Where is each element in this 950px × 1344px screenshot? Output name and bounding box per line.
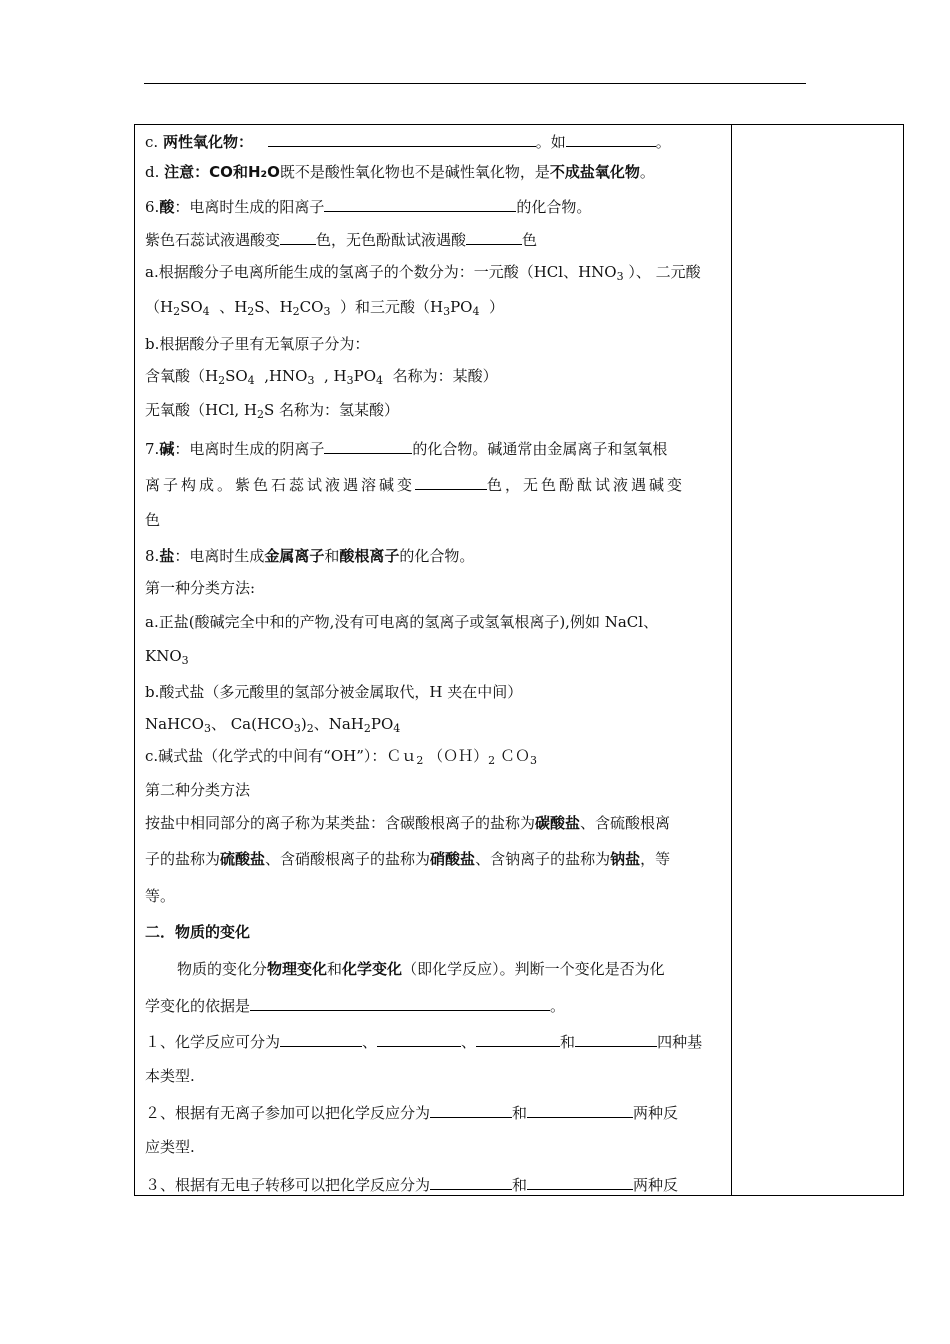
fill-blank[interactable] bbox=[430, 1173, 512, 1190]
subscript: 4 bbox=[202, 305, 210, 318]
text: 既不是酸性氧化物也不是碱性氧化物，是 bbox=[279, 163, 550, 181]
salt-method1 bbox=[145, 578, 255, 598]
text: ) bbox=[300, 715, 307, 733]
subscript: 4 bbox=[247, 374, 255, 387]
text: S 名称为：氢某酸） bbox=[263, 401, 400, 419]
basic-salt-line bbox=[145, 746, 537, 766]
term-carbonate: 碳酸盐 bbox=[535, 814, 581, 832]
text: PO bbox=[450, 298, 473, 316]
subscript: 4 bbox=[393, 722, 401, 735]
text: 的化合物。 bbox=[516, 198, 592, 216]
text: （即化学反应）。判断一个变化是否为化 bbox=[402, 960, 665, 978]
fill-blank[interactable] bbox=[280, 1030, 362, 1047]
text: ：电离时生成 bbox=[174, 547, 265, 565]
text: 。 bbox=[550, 997, 566, 1015]
subscript: 2 bbox=[488, 754, 496, 767]
non-oxyacid-line bbox=[145, 400, 399, 420]
text: 和 bbox=[512, 1176, 528, 1194]
subscript: 3 bbox=[293, 722, 301, 735]
item-number: 8. bbox=[145, 547, 160, 565]
subscript: 3 bbox=[203, 722, 211, 735]
subscript: 2 bbox=[256, 408, 264, 421]
text: 按盐中相同部分的离子称为某类盐：含碳酸根离子的盐称为 bbox=[145, 814, 536, 832]
item-number: 7. bbox=[145, 440, 160, 458]
text: c.碱式盐（化学式的中间有“OH”）：Ｃｕ bbox=[145, 747, 417, 765]
text: 。如 bbox=[535, 133, 566, 151]
item-c bbox=[145, 130, 671, 152]
acid-definition bbox=[145, 195, 591, 217]
question-2-cont bbox=[145, 1137, 195, 1157]
text: 和 bbox=[324, 547, 340, 565]
text: （H bbox=[145, 298, 174, 316]
text: 第二种分类方法 bbox=[145, 781, 251, 799]
text: a.正盐(酸碱完全中和的产物,没有可电离的氢离子或氢氧根离子),例如 NaCl、 bbox=[145, 613, 659, 631]
text: 和 bbox=[512, 1104, 528, 1122]
text: 色，无色酚酞试液遇碱变 bbox=[487, 476, 686, 494]
term-salt: 盐 bbox=[159, 547, 175, 565]
acid-indicator bbox=[145, 228, 537, 250]
section2-para2 bbox=[145, 994, 565, 1016]
base-definition bbox=[145, 437, 667, 459]
fill-blank[interactable] bbox=[566, 130, 656, 147]
question-1 bbox=[145, 1030, 702, 1052]
item-label: d. bbox=[145, 163, 160, 181]
subscript: 3 bbox=[529, 754, 537, 767]
question-3 bbox=[145, 1173, 678, 1195]
text: 色 bbox=[145, 511, 161, 529]
text: 、 bbox=[461, 1033, 477, 1051]
text: 。 bbox=[639, 163, 655, 181]
section2-para1 bbox=[177, 959, 665, 979]
formula-co: CO bbox=[209, 163, 233, 181]
text: b.酸式盐（多元酸里的氢部分被金属取代，H 夹在中间） bbox=[145, 683, 523, 701]
column-divider bbox=[731, 124, 732, 1196]
term-base: 碱 bbox=[159, 440, 175, 458]
text: ）、 二元酸 bbox=[623, 263, 701, 281]
text: 等。 bbox=[145, 887, 176, 905]
term-acid-radical-ion: 酸根离子 bbox=[339, 547, 400, 565]
text: ：电离时生成的阴离子 bbox=[174, 440, 325, 458]
fill-blank[interactable] bbox=[466, 228, 522, 245]
term-sodium-salt: 钠盐 bbox=[610, 850, 641, 868]
text: ＣＯ bbox=[495, 747, 530, 765]
text: PO bbox=[353, 367, 377, 385]
text: 、H bbox=[209, 298, 248, 316]
text: ） bbox=[479, 298, 504, 316]
subscript: 4 bbox=[376, 374, 384, 387]
base-indicator-end bbox=[145, 510, 160, 530]
text: 。 bbox=[655, 133, 671, 151]
base-indicator bbox=[145, 473, 685, 495]
text: 含氧酸（H bbox=[145, 367, 219, 385]
term-amphoteric-oxide: 两性氧化物： bbox=[162, 133, 253, 151]
subscript: 3 bbox=[346, 374, 354, 387]
text: 、含硝酸根离子的盐称为 bbox=[265, 850, 431, 868]
salt-method2-line1 bbox=[145, 813, 670, 833]
text: ：电离时生成的阳离子 bbox=[174, 198, 325, 216]
text: , H bbox=[314, 367, 347, 385]
acid-class-a-line1 bbox=[145, 262, 701, 282]
text: 、 bbox=[362, 1033, 378, 1051]
text: 、 Ca(HCO bbox=[210, 715, 294, 733]
text: 物质的变化分 bbox=[177, 960, 268, 978]
acid-class-b bbox=[145, 334, 369, 354]
fill-blank[interactable] bbox=[324, 437, 412, 454]
item-number: 6. bbox=[145, 198, 160, 216]
text: 四种基 bbox=[657, 1033, 703, 1051]
note-label: 注意： bbox=[164, 163, 210, 181]
fill-blank[interactable] bbox=[268, 130, 536, 147]
oxyacid-line bbox=[145, 366, 498, 386]
question-1-cont bbox=[145, 1066, 195, 1086]
salt-method2 bbox=[145, 780, 250, 800]
text: 、NaH bbox=[313, 715, 364, 733]
text: S、H bbox=[254, 298, 293, 316]
fill-blank[interactable] bbox=[430, 1101, 512, 1118]
salt-definition bbox=[145, 546, 474, 566]
text: 无氧酸（HCl, H bbox=[145, 401, 257, 419]
item-d bbox=[145, 162, 655, 182]
text: PO bbox=[370, 715, 394, 733]
text: b.根据酸分子里有无氧原子分为： bbox=[145, 335, 370, 353]
text: 两种反 bbox=[633, 1176, 679, 1194]
text: KNO bbox=[145, 647, 182, 665]
fill-blank[interactable] bbox=[476, 1030, 560, 1047]
text: ３、根据有无电子转移可以把化学反应分为 bbox=[145, 1176, 431, 1194]
text: 和 bbox=[560, 1033, 576, 1051]
subscript: 3 bbox=[323, 305, 331, 318]
text: 的化合物。 bbox=[399, 547, 475, 565]
subscript: 3 bbox=[307, 374, 315, 387]
text: 色 bbox=[522, 231, 538, 249]
text: SO bbox=[225, 367, 248, 385]
text: 子的盐称为 bbox=[145, 850, 221, 868]
salt-method2-line2 bbox=[145, 849, 670, 869]
text: a.根据酸分子电离所能生成的氢离子的个数分为：一元酸（HCl、HNO bbox=[145, 263, 617, 281]
term-physical-change: 物理变化 bbox=[267, 960, 328, 978]
text: ）和三元酸（H bbox=[330, 298, 444, 316]
subscript: 4 bbox=[472, 305, 480, 318]
header-rule bbox=[144, 83, 806, 84]
text: 色，无色酚酞试液遇酸 bbox=[316, 231, 467, 249]
subscript: 2 bbox=[306, 722, 314, 735]
text: 第一种分类方法: bbox=[145, 579, 256, 597]
term-acid: 酸 bbox=[159, 198, 175, 216]
text: 学变化的依据是 bbox=[145, 997, 251, 1015]
text: ,HNO bbox=[254, 367, 308, 385]
text: 应类型. bbox=[145, 1138, 195, 1156]
question-2 bbox=[145, 1101, 678, 1123]
subscript: 2 bbox=[218, 374, 226, 387]
fill-blank[interactable] bbox=[377, 1030, 461, 1047]
fill-blank[interactable] bbox=[527, 1101, 633, 1118]
text: 和 bbox=[232, 163, 248, 181]
text: １、化学反应可分为 bbox=[145, 1033, 281, 1051]
section-title: 二．物质的变化 bbox=[145, 923, 251, 941]
acid-salt-line bbox=[145, 682, 522, 702]
text: 离子构成。紫色石蕊试液遇溶碱变 bbox=[145, 476, 416, 494]
text: 紫色石蕊试液遇酸变 bbox=[145, 231, 281, 249]
term-nitrate: 硝酸盐 bbox=[430, 850, 476, 868]
term-metal-ion: 金属离子 bbox=[264, 547, 325, 565]
formula-h2o: H₂O bbox=[247, 163, 280, 181]
term-sulfate: 硫酸盐 bbox=[220, 850, 266, 868]
subscript: 2 bbox=[416, 754, 424, 767]
term-chemical-change: 化学变化 bbox=[342, 960, 403, 978]
term-non-salt-oxide: 不成盐氧化物 bbox=[549, 163, 640, 181]
text: 两种反 bbox=[633, 1104, 679, 1122]
subscript: 3 bbox=[616, 270, 624, 283]
subscript: 3 bbox=[181, 654, 189, 667]
text: 、含硫酸根离 bbox=[580, 814, 671, 832]
text: NaHCO bbox=[145, 715, 204, 733]
fill-blank[interactable] bbox=[250, 994, 550, 1011]
fill-blank[interactable] bbox=[280, 228, 316, 245]
text: 、含钠离子的盐称为 bbox=[475, 850, 611, 868]
text: 的化合物。碱通常由金属离子和氢氧根 bbox=[412, 440, 668, 458]
subscript: 2 bbox=[363, 722, 371, 735]
subscript: 2 bbox=[173, 305, 181, 318]
fill-blank[interactable] bbox=[527, 1173, 633, 1190]
item-label: c. bbox=[145, 133, 159, 151]
text: （ＯＨ） bbox=[423, 747, 489, 765]
text: 和 bbox=[327, 960, 343, 978]
fill-blank[interactable] bbox=[415, 473, 487, 490]
text: 名称为：某酸） bbox=[383, 367, 498, 385]
normal-salt-line1 bbox=[145, 612, 658, 632]
fill-blank[interactable] bbox=[324, 195, 516, 212]
acid-class-a-line2 bbox=[145, 297, 504, 317]
text: CO bbox=[299, 298, 324, 316]
salt-method2-line3 bbox=[145, 886, 175, 906]
text: ，等 bbox=[640, 850, 671, 868]
text: 本类型. bbox=[145, 1067, 195, 1085]
subscript: 2 bbox=[292, 305, 300, 318]
text: ２、根据有无离子参加可以把化学反应分为 bbox=[145, 1104, 431, 1122]
normal-salt-line2 bbox=[145, 646, 189, 666]
acid-salt-formulas bbox=[145, 714, 400, 734]
subscript: 3 bbox=[443, 305, 451, 318]
text: SO bbox=[180, 298, 203, 316]
fill-blank[interactable] bbox=[575, 1030, 657, 1047]
subscript: 2 bbox=[247, 305, 255, 318]
